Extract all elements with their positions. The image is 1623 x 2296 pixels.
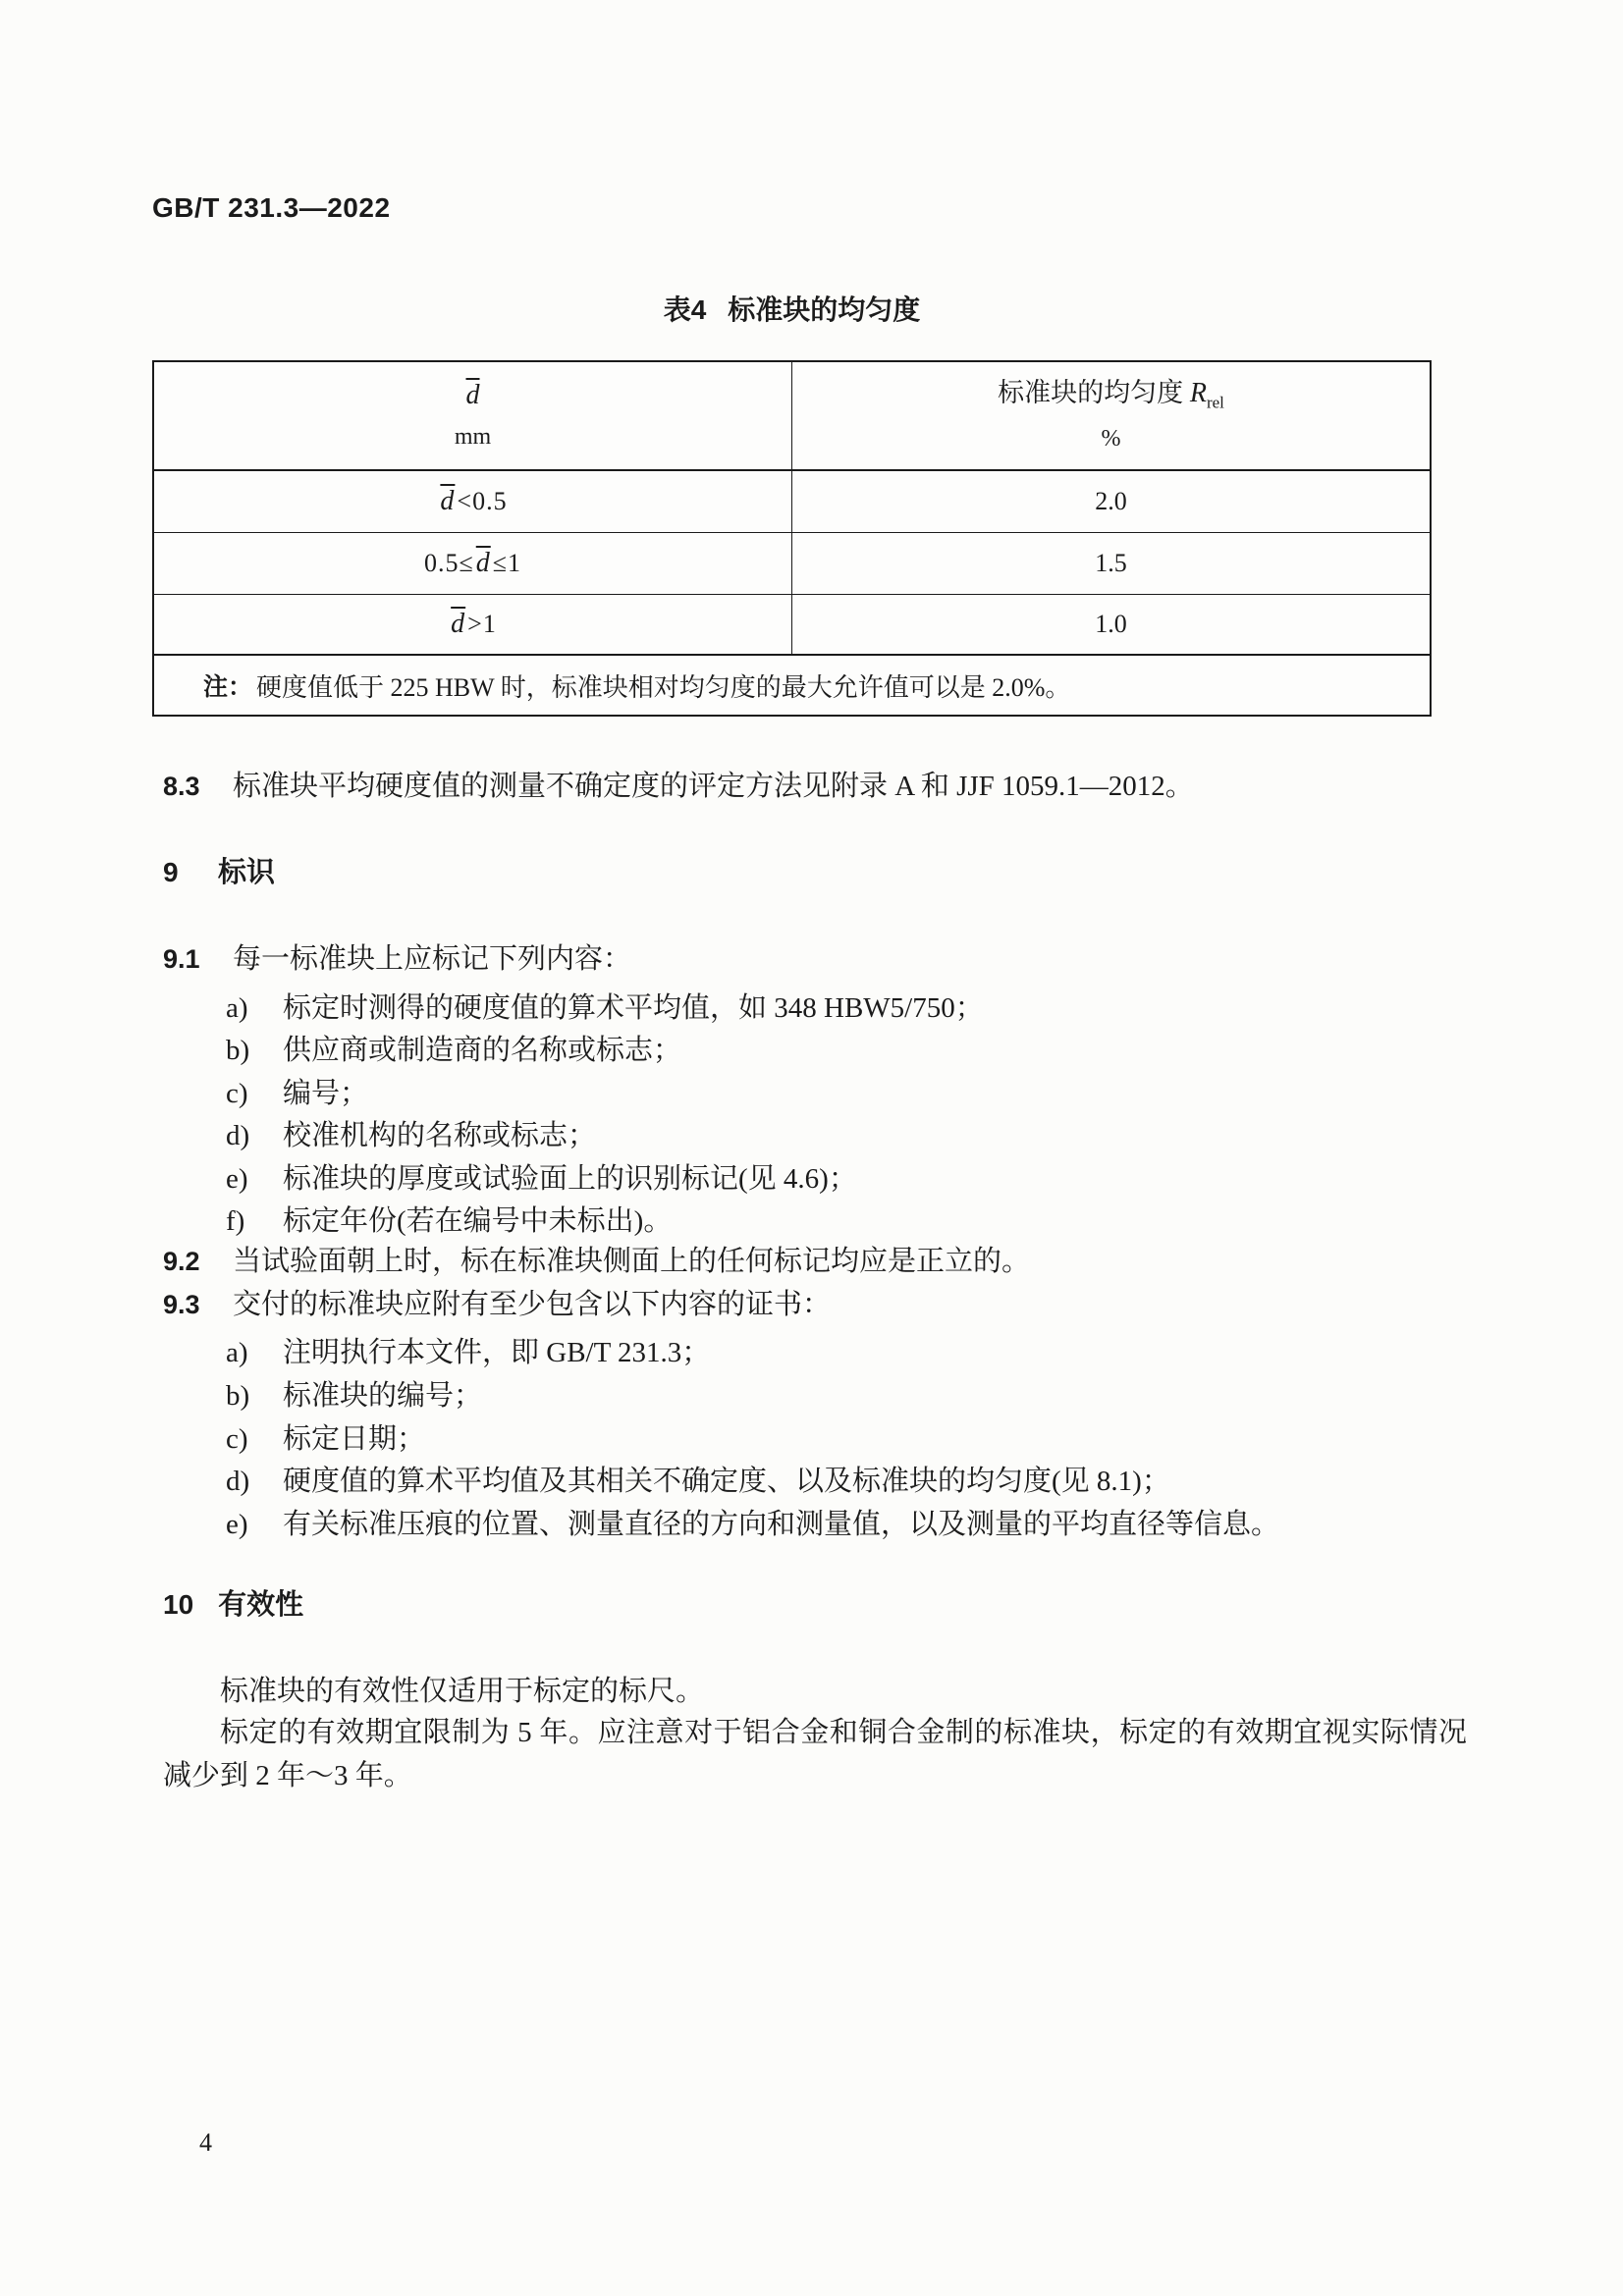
list-item (226, 1028, 681, 1068)
note-label: 注： (203, 673, 253, 701)
list-item (226, 1330, 710, 1370)
clause-text: 当试验面朝上时，标在标准块侧面上的任何标记均应是正立的。 (233, 1246, 1031, 1277)
uniformity-value-cell: 2.0 (1095, 487, 1127, 515)
item-marker: c) (226, 1078, 248, 1109)
diameter-symbol: $\overline{d}$ (465, 379, 480, 410)
table-caption-label: 表4 (663, 294, 707, 325)
clause-number: 9.1 (163, 944, 200, 974)
uniformity-unit: % (1101, 426, 1121, 453)
item-marker: b) (226, 1035, 250, 1066)
list-item (226, 1156, 857, 1197)
diameter-range-cell: $\overline{d}<0.5$ (154, 471, 792, 532)
item-marker: d) (226, 1120, 250, 1151)
diameter-range-cell: $\overline{d}>1$ (154, 595, 792, 654)
list-item (226, 1113, 596, 1153)
clause-9-1 (163, 936, 631, 977)
clause-text: 每一标准块上应标记下列内容： (233, 943, 632, 975)
item-text: 编号； (283, 1078, 369, 1109)
standard-number: GB/T 231.3—2022 (152, 192, 391, 223)
item-text: 校准机构的名称或标志； (283, 1120, 597, 1151)
list-item (226, 1071, 368, 1111)
section-title: 标识 (218, 857, 276, 888)
item-marker: e) (226, 1163, 248, 1195)
uniformity-label: 标准块的均匀度 $R_{rel}$ (998, 377, 1224, 412)
header-cell-uniformity (792, 362, 1430, 469)
header-cell-diameter (154, 362, 792, 469)
item-marker: a) (226, 1337, 248, 1368)
item-marker: d) (226, 1466, 250, 1497)
item-text: 注明执行本文件，即 GB/T 231.3； (283, 1337, 711, 1368)
item-text: 标定年份(若在编号中未标出)。 (283, 1205, 673, 1237)
clause-number: 9.3 (163, 1290, 200, 1319)
table-header-row (154, 362, 1430, 471)
uniformity-table (152, 360, 1432, 717)
uniformity-value-cell: 1.5 (1095, 549, 1127, 577)
section-number: 9 (163, 857, 179, 887)
section-9-heading (163, 850, 275, 890)
list-item (226, 1416, 425, 1457)
item-text: 标准块的厚度或试验面上的识别标记(见 4.6)； (283, 1163, 857, 1195)
table-row (154, 471, 1430, 533)
table-row (154, 595, 1430, 656)
clause-text: 标准块平均硬度值的测量不确定度的评定方法见附录 A 和 JJF 1059.1—2012。 (233, 771, 1194, 802)
item-text: 供应商或制造商的名称或标志； (283, 1035, 682, 1066)
clause-8-3 (163, 764, 1194, 804)
table-caption (152, 289, 1432, 328)
list-item (226, 1502, 1279, 1542)
list-item (226, 986, 984, 1026)
table-note (154, 656, 1430, 715)
item-marker: b) (226, 1380, 250, 1412)
clause-number: 8.3 (163, 772, 200, 801)
diameter-range-cell: $0.5\le\overline{d}\le 1$ (154, 533, 792, 594)
section-number: 10 (163, 1589, 194, 1620)
paragraph-validity-2: 标定的有效期宜限制为 5 年。应注意对于铝合金和铜合金制的标准块，标定的有效期宜视实际情况减少到 2 年～3 年。 (163, 1717, 1467, 1791)
table-caption-title: 标准块的均匀度 (728, 294, 921, 325)
list-item (226, 1459, 1170, 1499)
page-number: 4 (199, 2128, 212, 2157)
list-item (226, 1373, 482, 1414)
clause-9-3 (163, 1282, 831, 1322)
item-marker: f) (226, 1205, 245, 1237)
diameter-unit: mm (454, 424, 492, 451)
clause-9-2 (163, 1239, 1030, 1279)
table-row (154, 533, 1430, 595)
uniformity-value-cell: 1.0 (1095, 610, 1127, 638)
section-title: 有效性 (218, 1589, 304, 1621)
item-text: 标准块的编号； (283, 1380, 483, 1412)
clause-number: 9.2 (163, 1247, 200, 1276)
section-10-heading (163, 1582, 303, 1623)
item-text: 标定日期； (283, 1423, 426, 1455)
paragraph-validity-1: 标准块的有效性仅适用于标定的标尺。 (220, 1676, 705, 1707)
item-text: 硬度值的算术平均值及其相关不确定度、以及标准块的均匀度(见 8.1)； (283, 1466, 1170, 1497)
note-text: 硬度值低于 225 HBW 时，标准块相对均匀度的最大允许值可以是 2.0%。 (256, 672, 1071, 702)
item-text: 有关标准压痕的位置、测量直径的方向和测量值，以及测量的平均直径等信息。 (283, 1509, 1280, 1540)
item-text: 标定时测得的硬度值的算术平均值，如 348 HBW5/750； (283, 992, 984, 1024)
item-marker: c) (226, 1423, 248, 1455)
list-item (226, 1199, 672, 1239)
item-marker: e) (226, 1509, 248, 1540)
clause-text: 交付的标准块应附有至少包含以下内容的证书： (233, 1289, 832, 1320)
item-marker: a) (226, 992, 248, 1024)
